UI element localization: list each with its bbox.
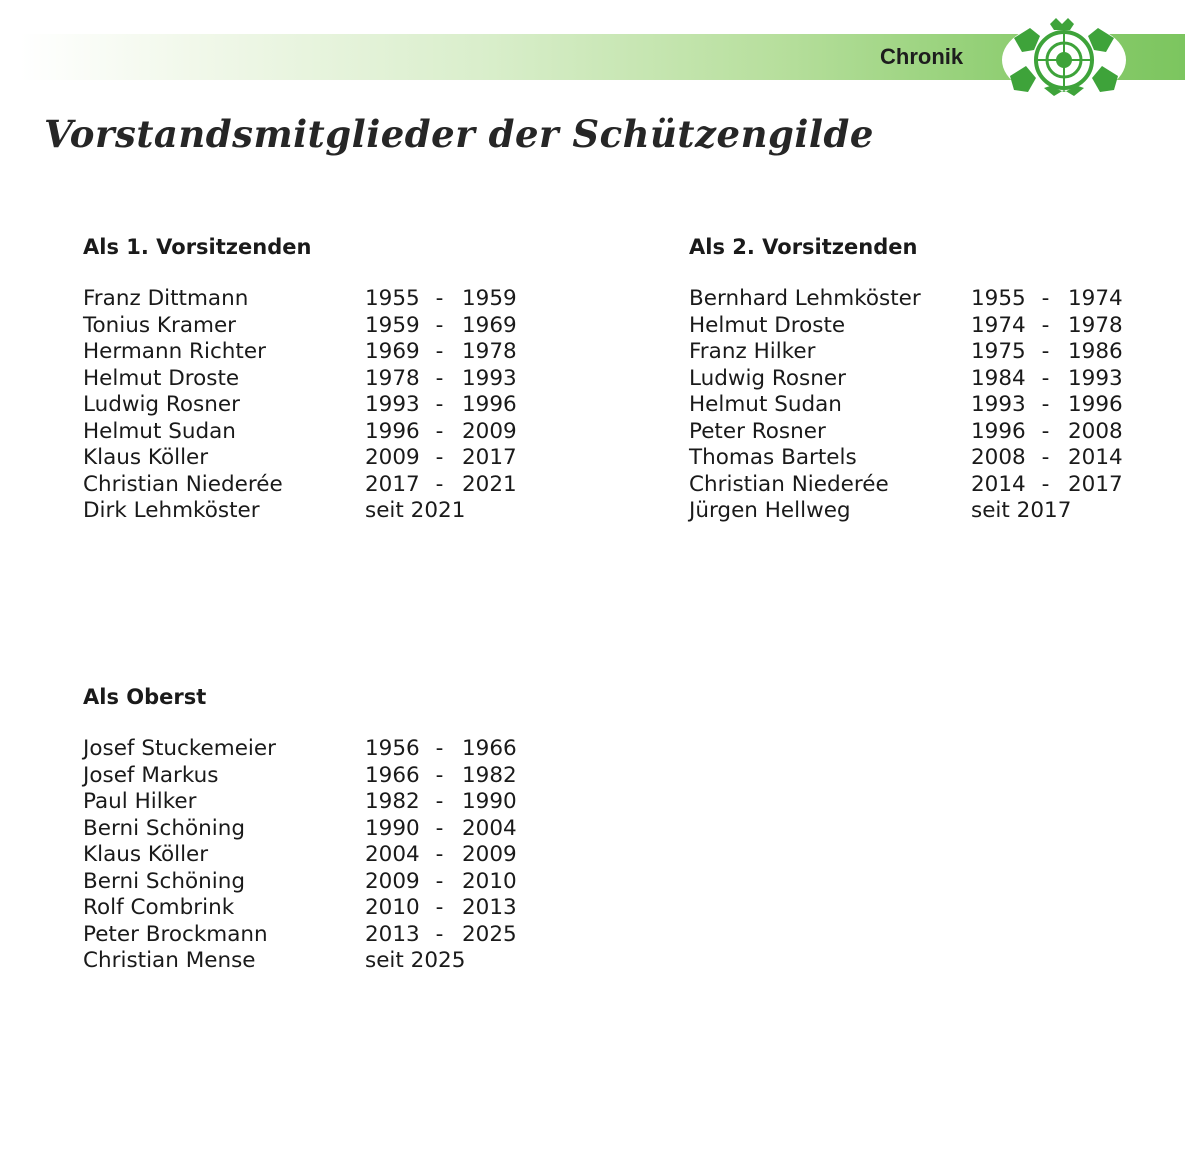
member-row [689,419,1129,446]
member-years [365,922,517,949]
member-name: Paul Hilker [83,789,197,814]
member-years [971,392,1123,419]
year-end: 2009 [462,842,517,867]
member-name: Hermann Richter [83,339,266,364]
member-row [689,392,1129,419]
year-start: 1975 [971,339,1026,364]
member-name: Christian Niederée [689,471,889,497]
member-name: Josef Markus [83,762,219,788]
member-row [689,286,1129,313]
member-name: Bernhard Lehmköster [689,286,921,311]
member-name: Josef Stuckemeier [83,736,276,761]
member-years [365,763,517,790]
year-start: 1984 [971,365,1026,391]
year-end: 2008 [1068,418,1123,444]
member-row [83,286,523,313]
page-title: Vorstandsmitglieder der Schützengilde [44,112,874,156]
year-separator: - [435,286,444,311]
member-years [365,472,517,499]
year-start: 2014 [971,471,1026,497]
year-separator: - [435,736,444,761]
member-name: Helmut Sudan [83,418,236,444]
member-years [971,286,1123,313]
member-years [365,789,517,816]
member-name: Klaus Köller [83,842,209,867]
member-years [365,816,517,843]
year-separator: - [1041,312,1050,338]
section-colonel [83,684,523,975]
member-row [83,789,523,816]
member-name: Jürgen Hellweg [689,498,851,523]
section-heading: Als Oberst [83,685,207,709]
member-row [83,763,523,790]
member-name: Berni Schöning [83,815,245,841]
member-row [83,736,523,763]
member-list [83,286,523,525]
member-name: Berni Schöning [83,868,245,894]
member-name: Ludwig Rosner [689,365,846,391]
year-separator: - [435,762,444,788]
member-years [365,313,517,340]
year-start: 1955 [365,286,420,311]
year-separator: - [435,895,444,920]
year-end: 1969 [462,312,517,338]
year-end: 1982 [462,762,517,788]
year-separator: - [1041,445,1050,470]
year-separator: - [435,445,444,470]
member-years [365,948,465,975]
member-years [365,736,517,763]
member-name: Helmut Droste [689,312,846,338]
section-heading: Als 1. Vorsitzenden [83,235,312,259]
year-start: 2010 [365,895,420,920]
member-name: Dirk Lehmköster [83,498,260,523]
year-separator: - [435,789,444,814]
year-start: 1978 [365,365,420,391]
year-start: 1955 [971,286,1026,311]
member-row [689,366,1129,393]
member-years [971,472,1123,499]
year-separator: - [435,392,444,417]
member-name: Peter Rosner [689,418,826,444]
member-years [365,895,517,922]
year-end: 1974 [1068,286,1123,311]
year-separator: - [1041,365,1050,391]
member-years [971,419,1123,446]
year-separator: - [1041,339,1050,364]
member-years [971,339,1123,366]
year-separator: - [1041,471,1050,497]
year-separator: - [435,471,444,497]
member-row [83,392,523,419]
year-start: 1982 [365,789,420,814]
year-end: 2017 [462,445,517,470]
member-years [365,392,517,419]
year-end: 1996 [1068,392,1123,417]
year-end: 1996 [462,392,517,417]
year-separator: - [435,418,444,444]
year-end: 2004 [462,815,517,841]
header-label: Chronik [880,44,964,69]
member-row [689,313,1129,340]
section-second-chairman [689,234,1129,525]
year-end: 2021 [462,471,517,497]
year-separator: - [435,339,444,364]
member-years [365,286,517,313]
year-end: 2025 [462,921,517,947]
member-years [365,869,517,896]
member-row [83,419,523,446]
year-start: 2009 [365,445,420,470]
member-row [83,445,523,472]
year-separator: - [1041,392,1050,417]
member-years [365,366,517,393]
member-years [365,339,517,366]
year-end: 1966 [462,736,517,761]
member-name: Peter Brockmann [83,921,268,947]
member-name: Helmut Droste [83,365,240,391]
member-row [689,339,1129,366]
year-end: 2017 [1068,471,1123,497]
member-list [689,286,1129,525]
year-separator: - [1041,286,1050,311]
member-name: Thomas Bartels [689,445,857,470]
member-row [689,498,1129,525]
member-years [365,842,517,869]
year-start: 2009 [365,868,420,894]
member-years [971,366,1123,393]
year-start: 1993 [971,392,1026,417]
section-heading: Als 2. Vorsitzenden [689,235,918,259]
year-start: 1966 [365,762,420,788]
member-row [83,842,523,869]
member-years [365,419,517,446]
year-start: 1996 [971,418,1026,444]
section-first-chairman [83,234,523,525]
year-end: 2010 [462,868,517,894]
year-separator: - [435,365,444,391]
year-start: 2004 [365,842,420,867]
year-end: 2013 [462,895,517,920]
member-name: Franz Dittmann [83,286,249,311]
member-name: Tonius Kramer [83,312,237,338]
year-separator: - [435,868,444,894]
member-row [689,472,1129,499]
member-name: Rolf Combrink [83,895,235,920]
year-since: seit 2017 [971,498,1072,523]
year-separator: - [1041,418,1050,444]
member-years [971,498,1071,525]
member-row [83,869,523,896]
member-row [689,445,1129,472]
year-since: seit 2025 [365,948,466,973]
member-name: Franz Hilker [689,339,816,364]
schuetzengilde-logo-icon [1000,16,1128,100]
year-separator: - [435,842,444,867]
member-name: Ludwig Rosner [83,392,240,417]
member-name: Christian Mense [83,948,256,973]
year-separator: - [435,921,444,947]
member-row [83,339,523,366]
year-start: 2013 [365,921,420,947]
year-end: 2009 [462,418,517,444]
member-list [83,736,523,975]
year-start: 1959 [365,312,420,338]
year-start: 1956 [365,736,420,761]
member-years [971,313,1123,340]
year-start: 1974 [971,312,1026,338]
member-row [83,498,523,525]
year-end: 2014 [1068,445,1123,470]
member-years [971,445,1123,472]
year-start: 2008 [971,445,1026,470]
year-end: 1986 [1068,339,1123,364]
year-since: seit 2021 [365,498,466,523]
member-row [83,948,523,975]
member-row [83,472,523,499]
member-row [83,922,523,949]
year-start: 1993 [365,392,420,417]
year-start: 1990 [365,815,420,841]
member-row [83,313,523,340]
year-end: 1993 [1068,365,1123,391]
member-row [83,816,523,843]
year-end: 1993 [462,365,517,391]
year-end: 1959 [462,286,517,311]
year-end: 1978 [1068,312,1123,338]
year-end: 1990 [462,789,517,814]
member-name: Helmut Sudan [689,392,842,417]
member-name: Klaus Köller [83,445,209,470]
year-separator: - [435,312,444,338]
member-years [365,498,465,525]
member-row [83,366,523,393]
year-separator: - [435,815,444,841]
year-start: 2017 [365,471,420,497]
member-row [83,895,523,922]
year-end: 1978 [462,339,517,364]
year-start: 1996 [365,418,420,444]
year-start: 1969 [365,339,420,364]
member-years [365,445,517,472]
member-name: Christian Niederée [83,471,283,497]
